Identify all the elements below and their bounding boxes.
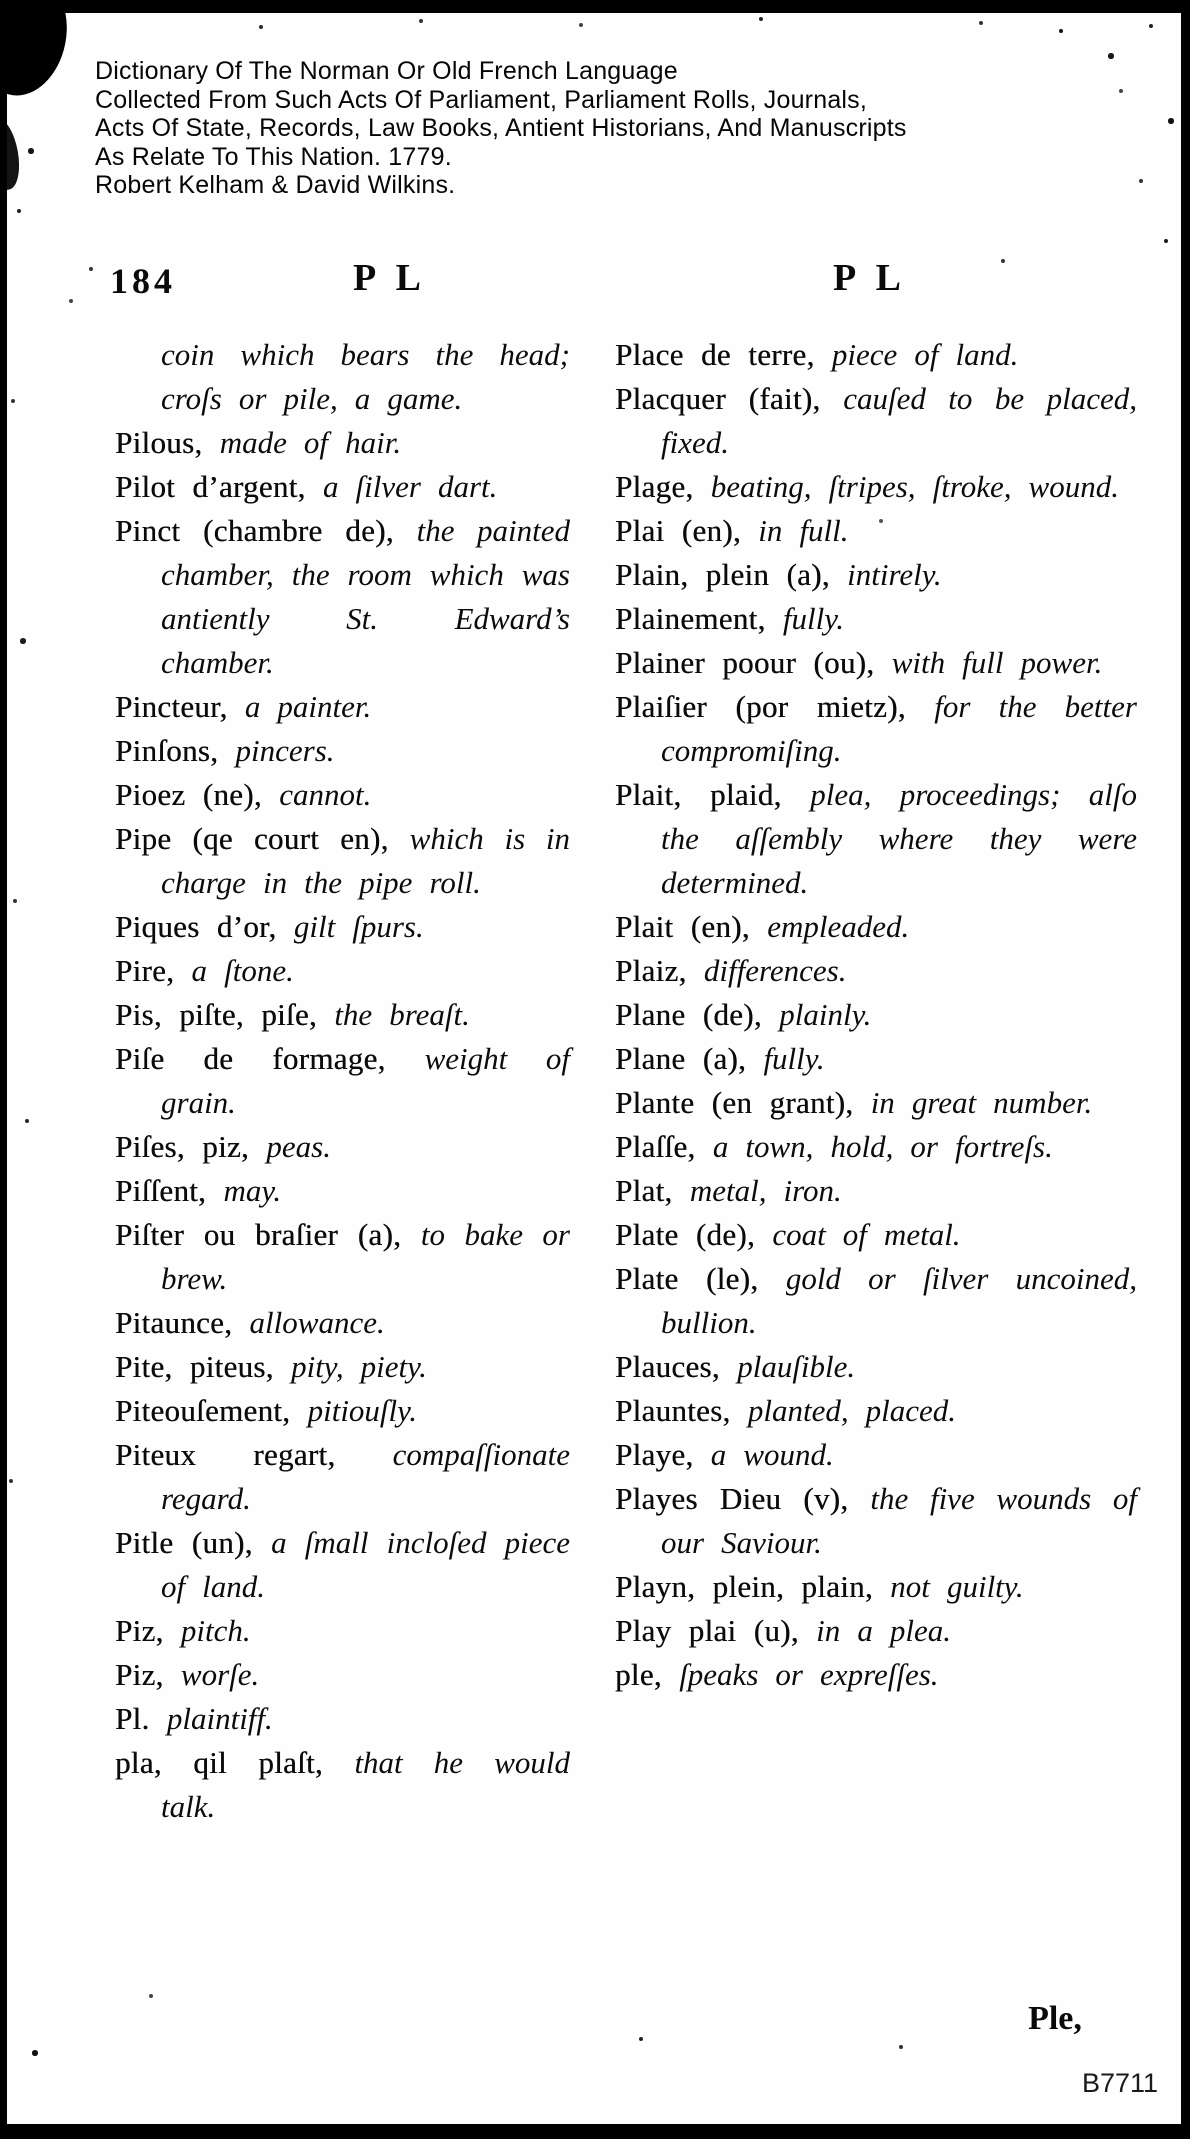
definition-text: ſpeaks or expreſſes. bbox=[679, 1657, 939, 1692]
headword-text: Pinct (chambre de), bbox=[115, 513, 417, 548]
definition-text: not guilty. bbox=[890, 1569, 1024, 1604]
dictionary-entry bbox=[115, 949, 570, 993]
definition-text: compaſſionate regard. bbox=[161, 1437, 570, 1516]
definition-text: coat of metal. bbox=[772, 1217, 961, 1252]
definition-text: coin which bears the head; croſs or pile, a game. bbox=[161, 337, 570, 416]
dictionary-body bbox=[115, 333, 1137, 1829]
definition-text: a ſilver dart. bbox=[322, 469, 498, 504]
column-title-left: P L bbox=[353, 257, 427, 299]
headword-text: Piſes, piz, bbox=[115, 1129, 267, 1164]
dictionary-entry bbox=[615, 597, 1137, 641]
dictionary-entry bbox=[615, 993, 1137, 1037]
definition-text: fully. bbox=[763, 1041, 825, 1076]
dictionary-entry bbox=[115, 1213, 570, 1301]
headword-text: Piſe de formage, bbox=[115, 1041, 425, 1076]
dictionary-entry bbox=[615, 1081, 1137, 1125]
headword-text: Pire, bbox=[115, 953, 192, 988]
dictionary-entry bbox=[615, 773, 1137, 905]
definition-text: made of hair. bbox=[219, 425, 402, 460]
headword-text: Pipe (qe court en), bbox=[115, 821, 410, 856]
headword-text: Playe, bbox=[615, 1437, 711, 1472]
definition-text: a ſmall incloſed piece of land. bbox=[161, 1525, 571, 1604]
headword-text: Pilot d’argent, bbox=[115, 469, 323, 504]
dictionary-entry bbox=[615, 1653, 1137, 1697]
dictionary-entry bbox=[615, 553, 1137, 597]
headword-text: Pinſons, bbox=[115, 733, 236, 768]
dictionary-entry bbox=[115, 773, 570, 817]
headword-text: Plait (en), bbox=[615, 909, 768, 944]
headword-text: Plainer poour (ou), bbox=[615, 645, 892, 680]
dictionary-entry bbox=[115, 1433, 570, 1521]
definition-text: plauſible. bbox=[737, 1349, 856, 1384]
definition-text: allowance. bbox=[249, 1305, 385, 1340]
catchword: Ple, bbox=[1028, 2000, 1082, 2037]
definition-text: worſe. bbox=[180, 1657, 260, 1692]
definition-text: plaintiff. bbox=[166, 1701, 273, 1736]
column-left bbox=[115, 333, 570, 1829]
dictionary-entry bbox=[615, 1389, 1137, 1433]
headword-text: Plate (le), bbox=[615, 1261, 786, 1296]
dictionary-entry bbox=[115, 1741, 570, 1829]
attribution-line: Acts Of State, Records, Law Books, Antient Historians, And Manuscripts bbox=[95, 114, 907, 142]
column-title-right: P L bbox=[833, 257, 907, 299]
definition-text: with full power. bbox=[891, 645, 1103, 680]
definition-text: to bake or brew. bbox=[161, 1217, 570, 1296]
definition-text: empleaded. bbox=[767, 909, 910, 944]
dictionary-entry bbox=[615, 1037, 1137, 1081]
dictionary-entry bbox=[615, 949, 1137, 993]
definition-text: fully. bbox=[782, 601, 845, 636]
dictionary-entry bbox=[615, 1257, 1137, 1345]
headword-text: Piteux regart, bbox=[115, 1437, 393, 1472]
headword-text: Pincteur, bbox=[115, 689, 245, 724]
attribution-line: As Relate To This Nation. 1779. bbox=[95, 142, 452, 171]
dictionary-entry bbox=[115, 817, 570, 905]
dictionary-entry bbox=[115, 465, 570, 509]
dictionary-entry bbox=[615, 1477, 1137, 1565]
definition-text: that he would talk. bbox=[161, 1745, 570, 1824]
definition-text: pincers. bbox=[235, 733, 335, 768]
definition-text: a ſtone. bbox=[191, 953, 294, 988]
headword-text: Plaſſe, bbox=[615, 1129, 713, 1164]
headword-text: Piſter ou braſier (a), bbox=[115, 1217, 421, 1252]
definition-text: in great number. bbox=[870, 1085, 1093, 1120]
attribution-block bbox=[95, 57, 907, 200]
dictionary-entry bbox=[615, 333, 1137, 377]
attribution-line: Dictionary Of The Norman Or Old French Language bbox=[95, 57, 678, 85]
dictionary-entry bbox=[615, 1169, 1137, 1213]
attribution-line: Collected From Such Acts Of Parliament, Parliament Rolls, Journals, bbox=[95, 85, 868, 114]
headword-text: Piz, bbox=[115, 1613, 181, 1648]
definition-text: in full. bbox=[758, 513, 849, 548]
definition-text: pitiouſly. bbox=[307, 1393, 417, 1428]
dictionary-entry bbox=[615, 1565, 1137, 1609]
dictionary-entry bbox=[615, 1345, 1137, 1389]
dictionary-entry bbox=[615, 685, 1137, 773]
dictionary-entry bbox=[615, 465, 1137, 509]
headword-text: Plage, bbox=[615, 469, 711, 504]
dictionary-entry bbox=[115, 685, 570, 729]
headword-text: Plauntes, bbox=[615, 1393, 748, 1428]
headword-text: Plai (en), bbox=[615, 513, 759, 548]
scan-noise-specks bbox=[0, 0, 2, 2]
definition-text: the five wounds of our Saviour. bbox=[661, 1481, 1137, 1560]
definition-text: the painted chamber, the room which was antiently St. Edward’s chamber. bbox=[161, 513, 570, 680]
headword-text: Plane (a), bbox=[615, 1041, 764, 1076]
headword-text: Plaiſier (por mietz), bbox=[615, 689, 935, 724]
dictionary-entry bbox=[115, 1169, 570, 1213]
definition-text: peas. bbox=[266, 1129, 331, 1164]
definition-text: in a plea. bbox=[816, 1613, 951, 1648]
dictionary-entry bbox=[115, 333, 570, 421]
headword-text: Plane (de), bbox=[615, 997, 780, 1032]
headword-text: Pitle (un), bbox=[115, 1525, 272, 1560]
headword-text: Plauces, bbox=[615, 1349, 738, 1384]
definition-text: plainly. bbox=[779, 997, 872, 1032]
dictionary-entry bbox=[615, 377, 1137, 465]
dictionary-entry bbox=[115, 421, 570, 465]
headword-text: Plat, bbox=[615, 1173, 690, 1208]
headword-text: Plainement, bbox=[615, 601, 783, 636]
definition-text: gilt ſpurs. bbox=[293, 909, 424, 944]
headword-text: pla, qil plaſt, bbox=[115, 1745, 355, 1780]
definition-text: pity, piety. bbox=[291, 1349, 427, 1384]
definition-text: may. bbox=[223, 1173, 282, 1208]
headword-text: Playn, plein, plain, bbox=[615, 1569, 891, 1604]
attribution-line: Robert Kelham & David Wilkins. bbox=[95, 171, 456, 199]
dictionary-entry bbox=[115, 1037, 570, 1125]
definition-text: planted, placed. bbox=[747, 1393, 957, 1428]
definition-text: for the better compromiſing. bbox=[661, 689, 1137, 768]
dictionary-entry bbox=[115, 729, 570, 773]
definition-text: weight of grain. bbox=[161, 1041, 571, 1120]
dictionary-entry bbox=[615, 641, 1137, 685]
definition-text: cannot. bbox=[279, 777, 372, 812]
dictionary-entry bbox=[115, 1301, 570, 1345]
dictionary-entry bbox=[115, 1609, 570, 1653]
definition-text: pitch. bbox=[180, 1613, 251, 1648]
dictionary-entry bbox=[115, 1125, 570, 1169]
definition-text: the breaſt. bbox=[334, 997, 470, 1032]
dictionary-entry bbox=[615, 905, 1137, 949]
headword-text: Plante (en grant), bbox=[615, 1085, 871, 1120]
dictionary-entry bbox=[115, 993, 570, 1037]
page-number: 184 bbox=[110, 261, 176, 301]
dictionary-entry bbox=[615, 1609, 1137, 1653]
dictionary-entry bbox=[115, 1697, 570, 1741]
dictionary-entry bbox=[115, 1521, 570, 1609]
headword-text: Pilous, bbox=[115, 425, 220, 460]
headword-text: Place de terre, bbox=[615, 337, 832, 372]
definition-text: a town, hold, or fortreſs. bbox=[712, 1129, 1053, 1164]
dictionary-entry bbox=[115, 1389, 570, 1433]
dictionary-entry bbox=[615, 509, 1137, 553]
scan-id: B7711 bbox=[1082, 2068, 1159, 2098]
headword-text: Pite, piteus, bbox=[115, 1349, 292, 1384]
definition-text: which is in charge in the pipe roll. bbox=[161, 821, 570, 900]
headword-text: Pioez (ne), bbox=[115, 777, 280, 812]
definition-text: plea, proceedings; alſo the aſſembly where they were determined. bbox=[661, 777, 1138, 900]
definition-text: beating, ſtripes, ſtroke, wound. bbox=[710, 469, 1119, 504]
column-right bbox=[615, 333, 1137, 1829]
dictionary-entry bbox=[115, 1653, 570, 1697]
headword-text: Plait, plaid, bbox=[615, 777, 811, 812]
definition-text: differences. bbox=[703, 953, 847, 988]
headword-text: Placquer (fait), bbox=[615, 381, 844, 416]
headword-text: Playes Dieu (v), bbox=[615, 1481, 871, 1516]
headword-text: Piques d’or, bbox=[115, 909, 294, 944]
dictionary-entry bbox=[615, 1125, 1137, 1169]
headword-text: Pis, piſte, piſe, bbox=[115, 997, 335, 1032]
headword-text: Piſſent, bbox=[115, 1173, 224, 1208]
headword-text: Plate (de), bbox=[615, 1217, 773, 1252]
headword-text: ple, bbox=[615, 1657, 680, 1692]
dictionary-entry bbox=[115, 905, 570, 949]
dictionary-entry bbox=[115, 1345, 570, 1389]
dictionary-entry bbox=[615, 1433, 1137, 1477]
definition-text: gold or ſilver uncoined, bullion. bbox=[661, 1261, 1137, 1340]
headword-text: Pitaunce, bbox=[115, 1305, 250, 1340]
definition-text: piece of land. bbox=[831, 337, 1019, 372]
dictionary-entry bbox=[115, 509, 570, 685]
definition-text: metal, iron. bbox=[689, 1173, 842, 1208]
definition-text: intirely. bbox=[847, 557, 942, 592]
headword-text: Piteouſement, bbox=[115, 1393, 308, 1428]
headword-text: Play plai (u), bbox=[615, 1613, 817, 1648]
definition-text: a painter. bbox=[244, 689, 372, 724]
dictionary-entry bbox=[615, 1213, 1137, 1257]
headword-text: Plain, plein (a), bbox=[615, 557, 848, 592]
headword-text: Pl. bbox=[115, 1701, 167, 1736]
definition-text: a wound. bbox=[710, 1437, 834, 1472]
headword-text: Piz, bbox=[115, 1657, 181, 1692]
definition-text: cauſed to be placed, fixed. bbox=[661, 381, 1137, 460]
headword-text: Plaiz, bbox=[615, 953, 704, 988]
